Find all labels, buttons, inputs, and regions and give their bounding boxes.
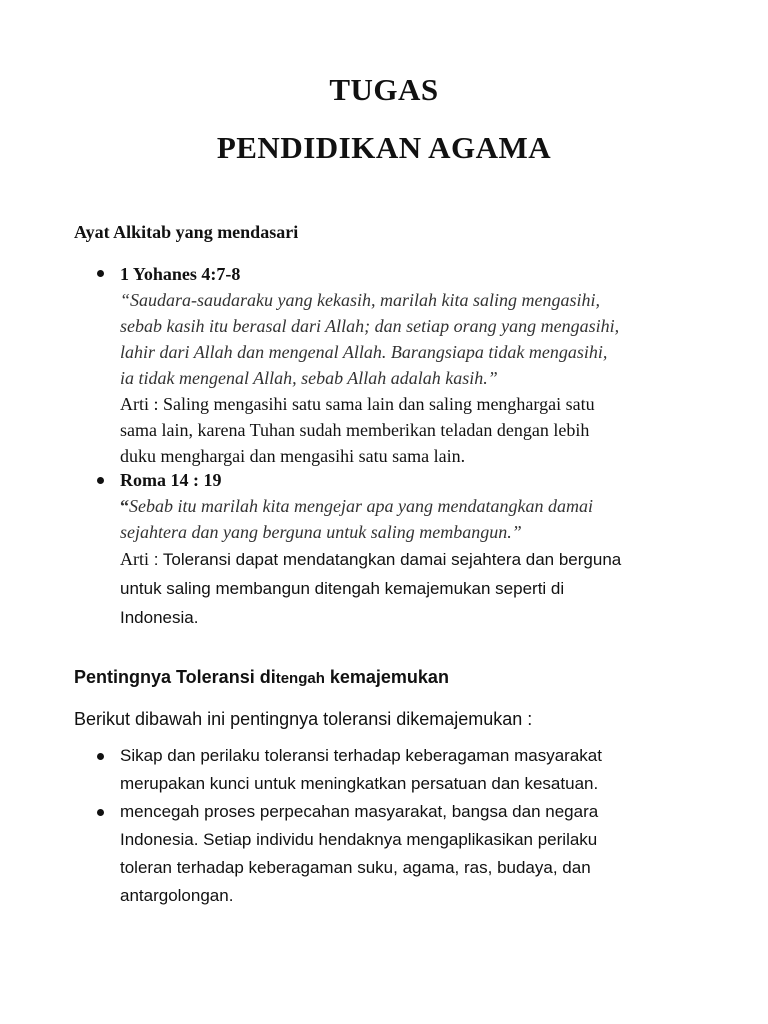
bullet-icon — [97, 270, 104, 277]
bullet-icon — [97, 477, 104, 484]
arti-line: duku menghargai dan mengasihi satu sama lain. — [120, 446, 466, 466]
list-line: antargolongan. — [120, 886, 234, 905]
verse-line: “Saudara-saudaraku yang kekasih, marilah kita saling mengasihi, — [120, 290, 600, 310]
verse-line: ia tidak mengenal Allah, sebab Allah adalah kasih.” — [120, 368, 498, 388]
arti-label: Arti — [120, 549, 149, 569]
verse-line: sebab kasih itu berasal dari Allah; dan setiap orang yang mengasihi, — [120, 316, 620, 336]
intro-text: Berikut dibawah ini pentingnya toleransi dikemajemukan : — [74, 709, 533, 729]
section-heading-toleransi — [74, 667, 449, 688]
list-line: toleran terhadap keberagaman suku, agama, ras, budaya, dan — [120, 858, 591, 877]
verse-reference: 1 Yohanes 4:7-8 — [120, 264, 241, 284]
list-line: mencegah proses perpecahan masyarakat, bangsa dan negara — [120, 802, 599, 821]
list-line: Sikap dan perilaku toleransi terhadap keberagaman masyarakat — [120, 746, 602, 765]
document-title: TUGAS — [329, 72, 439, 107]
verse-line — [120, 493, 720, 519]
list-item-persatuan — [120, 742, 720, 798]
section-heading-ayat: Ayat Alkitab yang mendasari — [74, 222, 299, 242]
open-quote: “ — [120, 496, 129, 516]
list-item-roma — [120, 467, 720, 632]
heading-text: kemajemukan — [324, 667, 449, 687]
bullet-icon — [97, 753, 104, 760]
list-line: Indonesia. Setiap individu hendaknya mengaplikasikan perilaku — [120, 830, 598, 849]
list-line: merupakan kunci untuk meningkatkan persatuan dan kesatuan. — [120, 774, 599, 793]
verse-reference: Roma 14 : 19 — [120, 470, 222, 490]
list-item-yohanes — [120, 261, 720, 469]
arti-text: : Toleransi dapat mendatangkan damai sejahtera dan berguna — [149, 550, 622, 569]
document-subtitle: PENDIDIKAN AGAMA — [216, 130, 552, 165]
arti-line: Indonesia. — [120, 608, 199, 627]
list-item-perpecahan — [120, 798, 720, 910]
verse-line: sejahtera dan yang berguna untuk saling membangun.” — [120, 522, 522, 542]
heading-text-small: tengah — [275, 670, 325, 687]
arti-line: sama lain, karena Tuhan sudah memberikan teladan dengan lebih — [120, 420, 590, 440]
arti-line — [120, 545, 720, 574]
arti-line: untuk saling membangun ditengah kemajemukan seperti di — [120, 579, 565, 598]
arti-line: Arti : Saling mengasihi satu sama lain dan saling menghargai satu — [120, 394, 595, 414]
verse-line: lahir dari Allah dan mengenal Allah. Barangsiapa tidak mengasihi, — [120, 342, 608, 362]
verse-text: Sebab itu marilah kita mengejar apa yang mendatangkan damai — [129, 496, 593, 516]
bullet-icon — [97, 809, 104, 816]
heading-text: Pentingnya Toleransi di — [74, 667, 276, 687]
